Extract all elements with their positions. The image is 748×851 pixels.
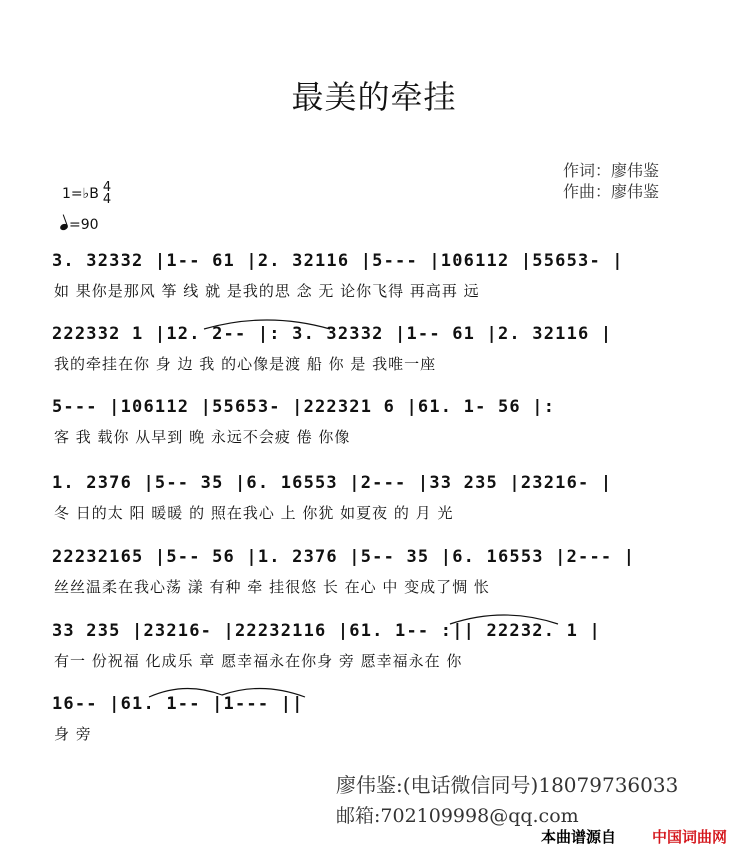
- time-beats: 4: [102, 180, 112, 195]
- slur-icon: [202, 315, 332, 331]
- source-site-link[interactable]: 中国词曲网: [652, 828, 728, 846]
- key-label: 1=♭B: [62, 186, 99, 202]
- lyrics-line: 客 我 载你 从早到 晚 永远不会疲 倦 你像: [54, 428, 351, 446]
- notation-line: 22232165 |5-- 56 |1. 2376 |5-- 35 |6. 16553 |2--- |: [52, 547, 636, 567]
- lyrics-line: 冬 日的太 阳 暖暖 的 照在我心 上 你犹 如夏夜 的 月 光: [54, 504, 454, 522]
- notation-line: 5--- |106112 |55653- |222321 6 |61. 1- 56 |:: [52, 397, 556, 417]
- notation-line: 1. 2376 |5-- 35 |6. 16553 |2--- |33 235 |23216- |: [52, 473, 613, 493]
- source-label: 本曲谱源自: [541, 828, 617, 846]
- lyrics-line: 我的牵挂在你 身 边 我 的心像是渡 船 你 是 我唯一座: [54, 355, 437, 373]
- slur-icon: [448, 610, 560, 626]
- lyrics-line: 如 果你是那风 筝 线 就 是我的思 念 无 论你飞得 再高再 远: [54, 282, 480, 300]
- key-signature: [62, 182, 111, 206]
- notation-line: 222332 1 |12. 2-- |: 3. 32332 |1-- 61 |2. 32116 |: [52, 324, 613, 344]
- lyrics-line: 丝丝温柔在我心荡 漾 有种 牵 挂很悠 长 在心 中 变成了惆 怅: [54, 578, 490, 596]
- contact-email: 邮箱:702109998@qq.com: [336, 805, 579, 827]
- lyricist-credit: 作词：廖伟鉴: [563, 161, 660, 180]
- time-signature: [103, 182, 111, 206]
- composer-credit: 作曲：廖伟鉴: [563, 182, 660, 201]
- notation-line: 33 235 |23216- |22232116 |61. 1-- :|| 22232. 1 |: [52, 621, 601, 641]
- tempo-value: =90: [69, 217, 99, 233]
- quarter-note-icon: [59, 223, 69, 231]
- contact-phone: 廖伟鉴:(电话微信同号)18079736033: [336, 773, 679, 797]
- credits: [563, 160, 659, 202]
- time-beat-unit: 4: [102, 192, 112, 207]
- page-title: 最美的牵挂: [291, 78, 457, 116]
- notation-line: 3. 32332 |1-- 61 |2. 32116 |5--- |106112 |55653- |: [52, 251, 624, 271]
- tempo-marking: [60, 217, 99, 233]
- notation-line: 16-- |61. 1-- |1--- ||: [52, 694, 304, 714]
- slur-icon: [147, 683, 307, 699]
- lyrics-line: 有一 份祝福 化成乐 章 愿幸福永在你身 旁 愿幸福永在 你: [54, 652, 463, 670]
- lyrics-line: 身 旁: [54, 725, 92, 743]
